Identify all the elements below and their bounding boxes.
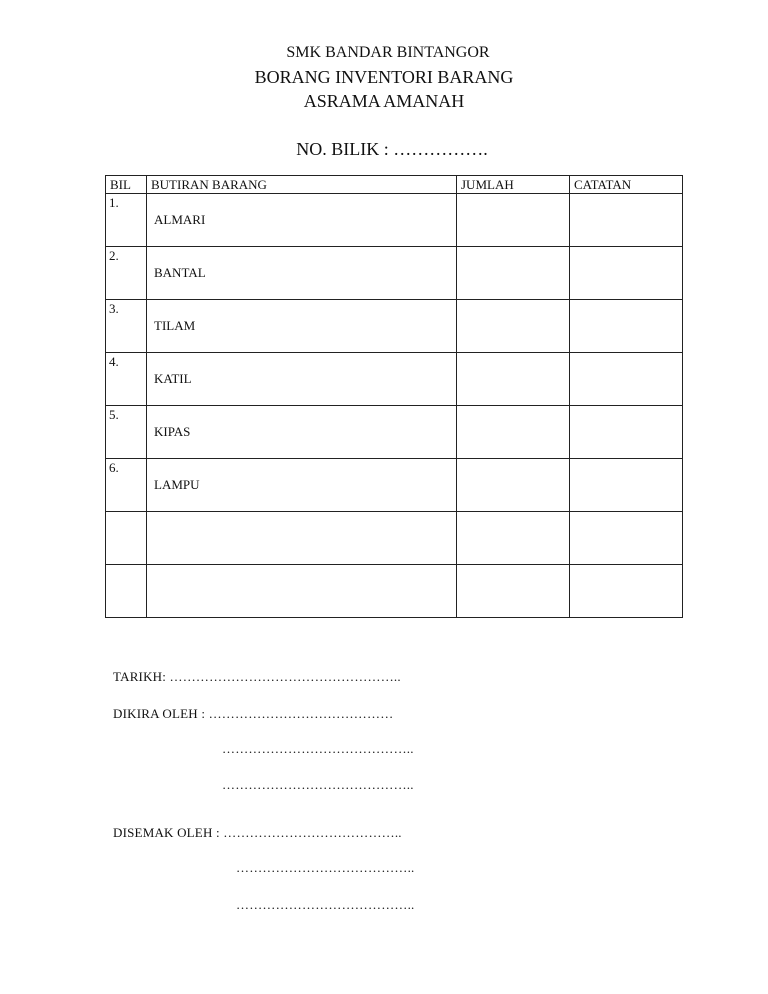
school-name: SMK BANDAR BINTANGOR: [286, 44, 490, 61]
item-name: TILAM: [154, 318, 196, 333]
catatan-cell: [570, 300, 683, 353]
disemak-oleh-line-2: …………………………………..: [236, 860, 415, 875]
item-name: LAMPU: [154, 477, 200, 492]
table-header-row: [106, 176, 683, 194]
row-number-cell: [106, 300, 147, 353]
form-title: BORANG INVENTORI BARANG: [254, 67, 514, 87]
row-number: 1.: [109, 195, 119, 210]
jumlah-cell: [457, 353, 570, 406]
column-header-jumlah: JUMLAH: [457, 176, 570, 194]
row-number-cell: [106, 194, 147, 247]
item-name: BANTAL: [154, 265, 206, 280]
row-number-cell: [106, 565, 147, 618]
row-number: 5.: [109, 407, 119, 422]
catatan-cell: [570, 512, 683, 565]
dikira-oleh-line-3: ……………………………………..: [222, 777, 414, 792]
table-row: [106, 300, 683, 353]
table-row: [106, 565, 683, 618]
tarikh-field: TARIKH: ……………………………………………..: [113, 669, 401, 684]
item-cell: [147, 353, 457, 406]
catatan-cell: [570, 459, 683, 512]
dikira-oleh-field: DIKIRA OLEH : ……………………………………: [113, 706, 394, 721]
catatan-cell: [570, 353, 683, 406]
item-name: KIPAS: [154, 424, 191, 439]
form-subtitle: ASRAMA AMANAH: [303, 91, 465, 111]
item-cell: [147, 565, 457, 618]
row-number-cell: [106, 459, 147, 512]
table-row: [106, 459, 683, 512]
disemak-oleh-field: DISEMAK OLEH : …………………………………..: [113, 825, 402, 840]
table-row: [106, 247, 683, 300]
table-row: [106, 194, 683, 247]
disemak-oleh-line-3: …………………………………..: [236, 897, 415, 912]
jumlah-cell: [457, 565, 570, 618]
item-name: KATIL: [154, 371, 192, 386]
catatan-cell: [570, 406, 683, 459]
item-cell: [147, 459, 457, 512]
inventory-table: [105, 175, 683, 618]
catatan-cell: [570, 565, 683, 618]
table-row: [106, 353, 683, 406]
row-number-cell: [106, 406, 147, 459]
item-name: [147, 512, 456, 530]
row-number: 2.: [109, 248, 119, 263]
item-cell: [147, 512, 457, 565]
column-header-bil: BIL: [106, 176, 147, 194]
row-number: [106, 512, 146, 513]
row-number-cell: [106, 353, 147, 406]
dikira-oleh-line-2: ……………………………………..: [222, 741, 414, 756]
jumlah-cell: [457, 300, 570, 353]
jumlah-cell: [457, 194, 570, 247]
room-number-field: NO. BILIK : …………….: [296, 139, 488, 159]
item-cell: [147, 247, 457, 300]
item-cell: [147, 406, 457, 459]
table-row: [106, 512, 683, 565]
jumlah-cell: [457, 459, 570, 512]
jumlah-cell: [457, 406, 570, 459]
row-number-cell: [106, 247, 147, 300]
column-header-catatan: CATATAN: [570, 176, 683, 194]
row-number: 3.: [109, 301, 119, 316]
row-number-cell: [106, 512, 147, 565]
catatan-cell: [570, 247, 683, 300]
row-number: 4.: [109, 354, 119, 369]
catatan-cell: [570, 194, 683, 247]
jumlah-cell: [457, 247, 570, 300]
item-cell: [147, 300, 457, 353]
jumlah-cell: [457, 512, 570, 565]
item-name: ALMARI: [154, 212, 206, 227]
row-number: 6.: [109, 460, 119, 475]
item-cell: [147, 194, 457, 247]
table-row: [106, 406, 683, 459]
row-number: [106, 565, 146, 566]
item-name: [147, 565, 456, 583]
column-header-butiran: BUTIRAN BARANG: [147, 176, 457, 194]
